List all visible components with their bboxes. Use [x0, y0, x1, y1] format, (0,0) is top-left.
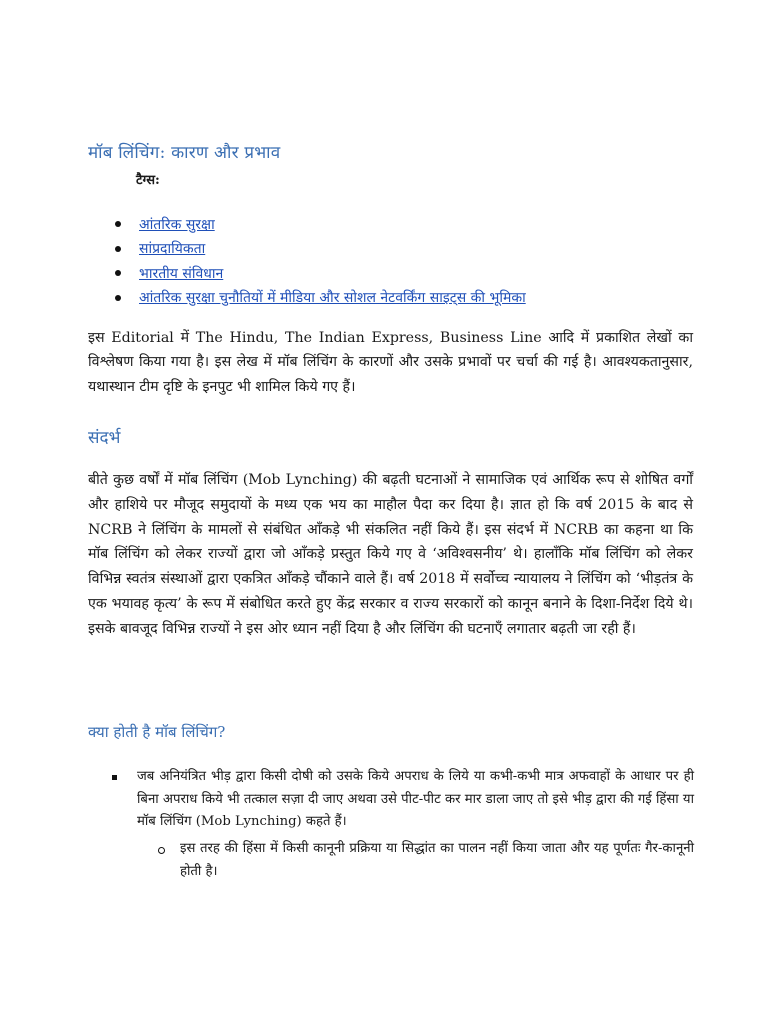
- tag-link-internal-security[interactable]: आंतरिक सुरक्षा: [139, 216, 215, 233]
- what-is-heading: क्या होती है मॉब लिंचिंग?: [88, 723, 226, 741]
- bullet-icon: [115, 270, 121, 276]
- bullet-icon: [115, 246, 121, 252]
- tag-link-communalism[interactable]: सांप्रदायिकता: [139, 241, 206, 258]
- tag-link-indian-constitution[interactable]: भारतीय संविधान: [139, 265, 224, 282]
- definition-text: जब अनियंत्रित भीड़ द्वारा किसी दोषी को उसके किये अपराध के लिये या कभी-कभी मात्र अफवाहों के आधार पर ही बिना अपराध किये भी तत्काल सज़ा दी जाए अथवा उसे पीट-पीट कर मार डाला जाए तो इसे भीड़ द्वारा की गई हिंसा या मॉब लिंचिंग (Mob Lynching) कहते हैं।: [137, 769, 694, 829]
- tags-label: टैग्स:: [136, 173, 160, 188]
- list-item: [112, 261, 526, 286]
- tag-list: [112, 212, 526, 310]
- intro-paragraph: इस Editorial में The Hindu, The Indian Express, Business Line आदि में प्रकाशित लेखों का विश्लेषण किया गया है। इस लेख में मॉब लिंचिंग के कारणों और उसके प्रभावों पर चर्चा की गई है। आवश्यकतानुसार, यथास्थान टीम दृष्टि के इनपुट भी शामिल किये गए हैं।: [88, 330, 693, 395]
- circle-bullet-icon: [158, 847, 165, 854]
- sub-point-text: इस तरह की हिंसा में किसी कानूनी प्रक्रिया या सिद्धांत का पालन नहीं किया जाता और यह पूर्णतः गैर-कानूनी होती है।: [180, 841, 694, 879]
- context-heading: संदर्भ: [88, 428, 121, 448]
- article-title: मॉब लिंचिंग: कारण और प्रभाव: [88, 143, 281, 163]
- list-item: [112, 212, 526, 237]
- bullet-icon: [115, 295, 121, 301]
- bullet-icon: [115, 221, 121, 227]
- list-item: [112, 237, 526, 262]
- context-paragraph: बीते कुछ वर्षों में मॉब लिंचिंग (Mob Lynching) की बढ़ती घटनाओं ने सामाजिक एवं आर्थिक रूप से शोषित वर्गों और हाशिये पर मौजूद समुदायों के मध्य एक भय का माहौल पैदा कर दिया है। ज्ञात हो कि वर्ष 2015 के बाद से NCRB ने लिंचिंग के मामलों से संबंधित आँकड़े भी संकलित नहीं किये हैं। इस संदर्भ में NCRB का कहना था कि मॉब लिंचिंग को लेकर राज्यों द्वारा जो आँकड़े प्रस्तुत किये गए वे ‘अविश्वसनीय’ थे। हालाँकि मॉब लिंचिंग को लेकर विभिन्न स्वतंत्र संस्थाओं द्वारा एकत्रित आँकड़े चौंकाने वाले हैं। वर्ष 2018 में सर्वोच्च न्यायालय ने लिंचिंग को ‘भीड़तंत्र के एक भयावह कृत्य’ के रूप में संबोधित करते हुए केंद्र सरकार व राज्य सरकारों को कानून बनाने के दिशा-निर्देश दिये थे। इसके बावजूद विभिन्न राज्यों ने इस ओर ध्यान नहीं दिया है और लिंचिंग की घटनाएँ लगातार बढ़ती जा रही हैं।: [88, 472, 693, 637]
- list-item: [112, 766, 694, 834]
- list-item: [158, 838, 694, 883]
- square-bullet-icon: [112, 775, 117, 780]
- tag-link-media-social-networking[interactable]: आंतरिक सुरक्षा चुनौतियों में मीडिया और सोशल नेटवर्किंग साइट्स की भूमिका: [139, 290, 526, 307]
- list-item: [112, 286, 526, 311]
